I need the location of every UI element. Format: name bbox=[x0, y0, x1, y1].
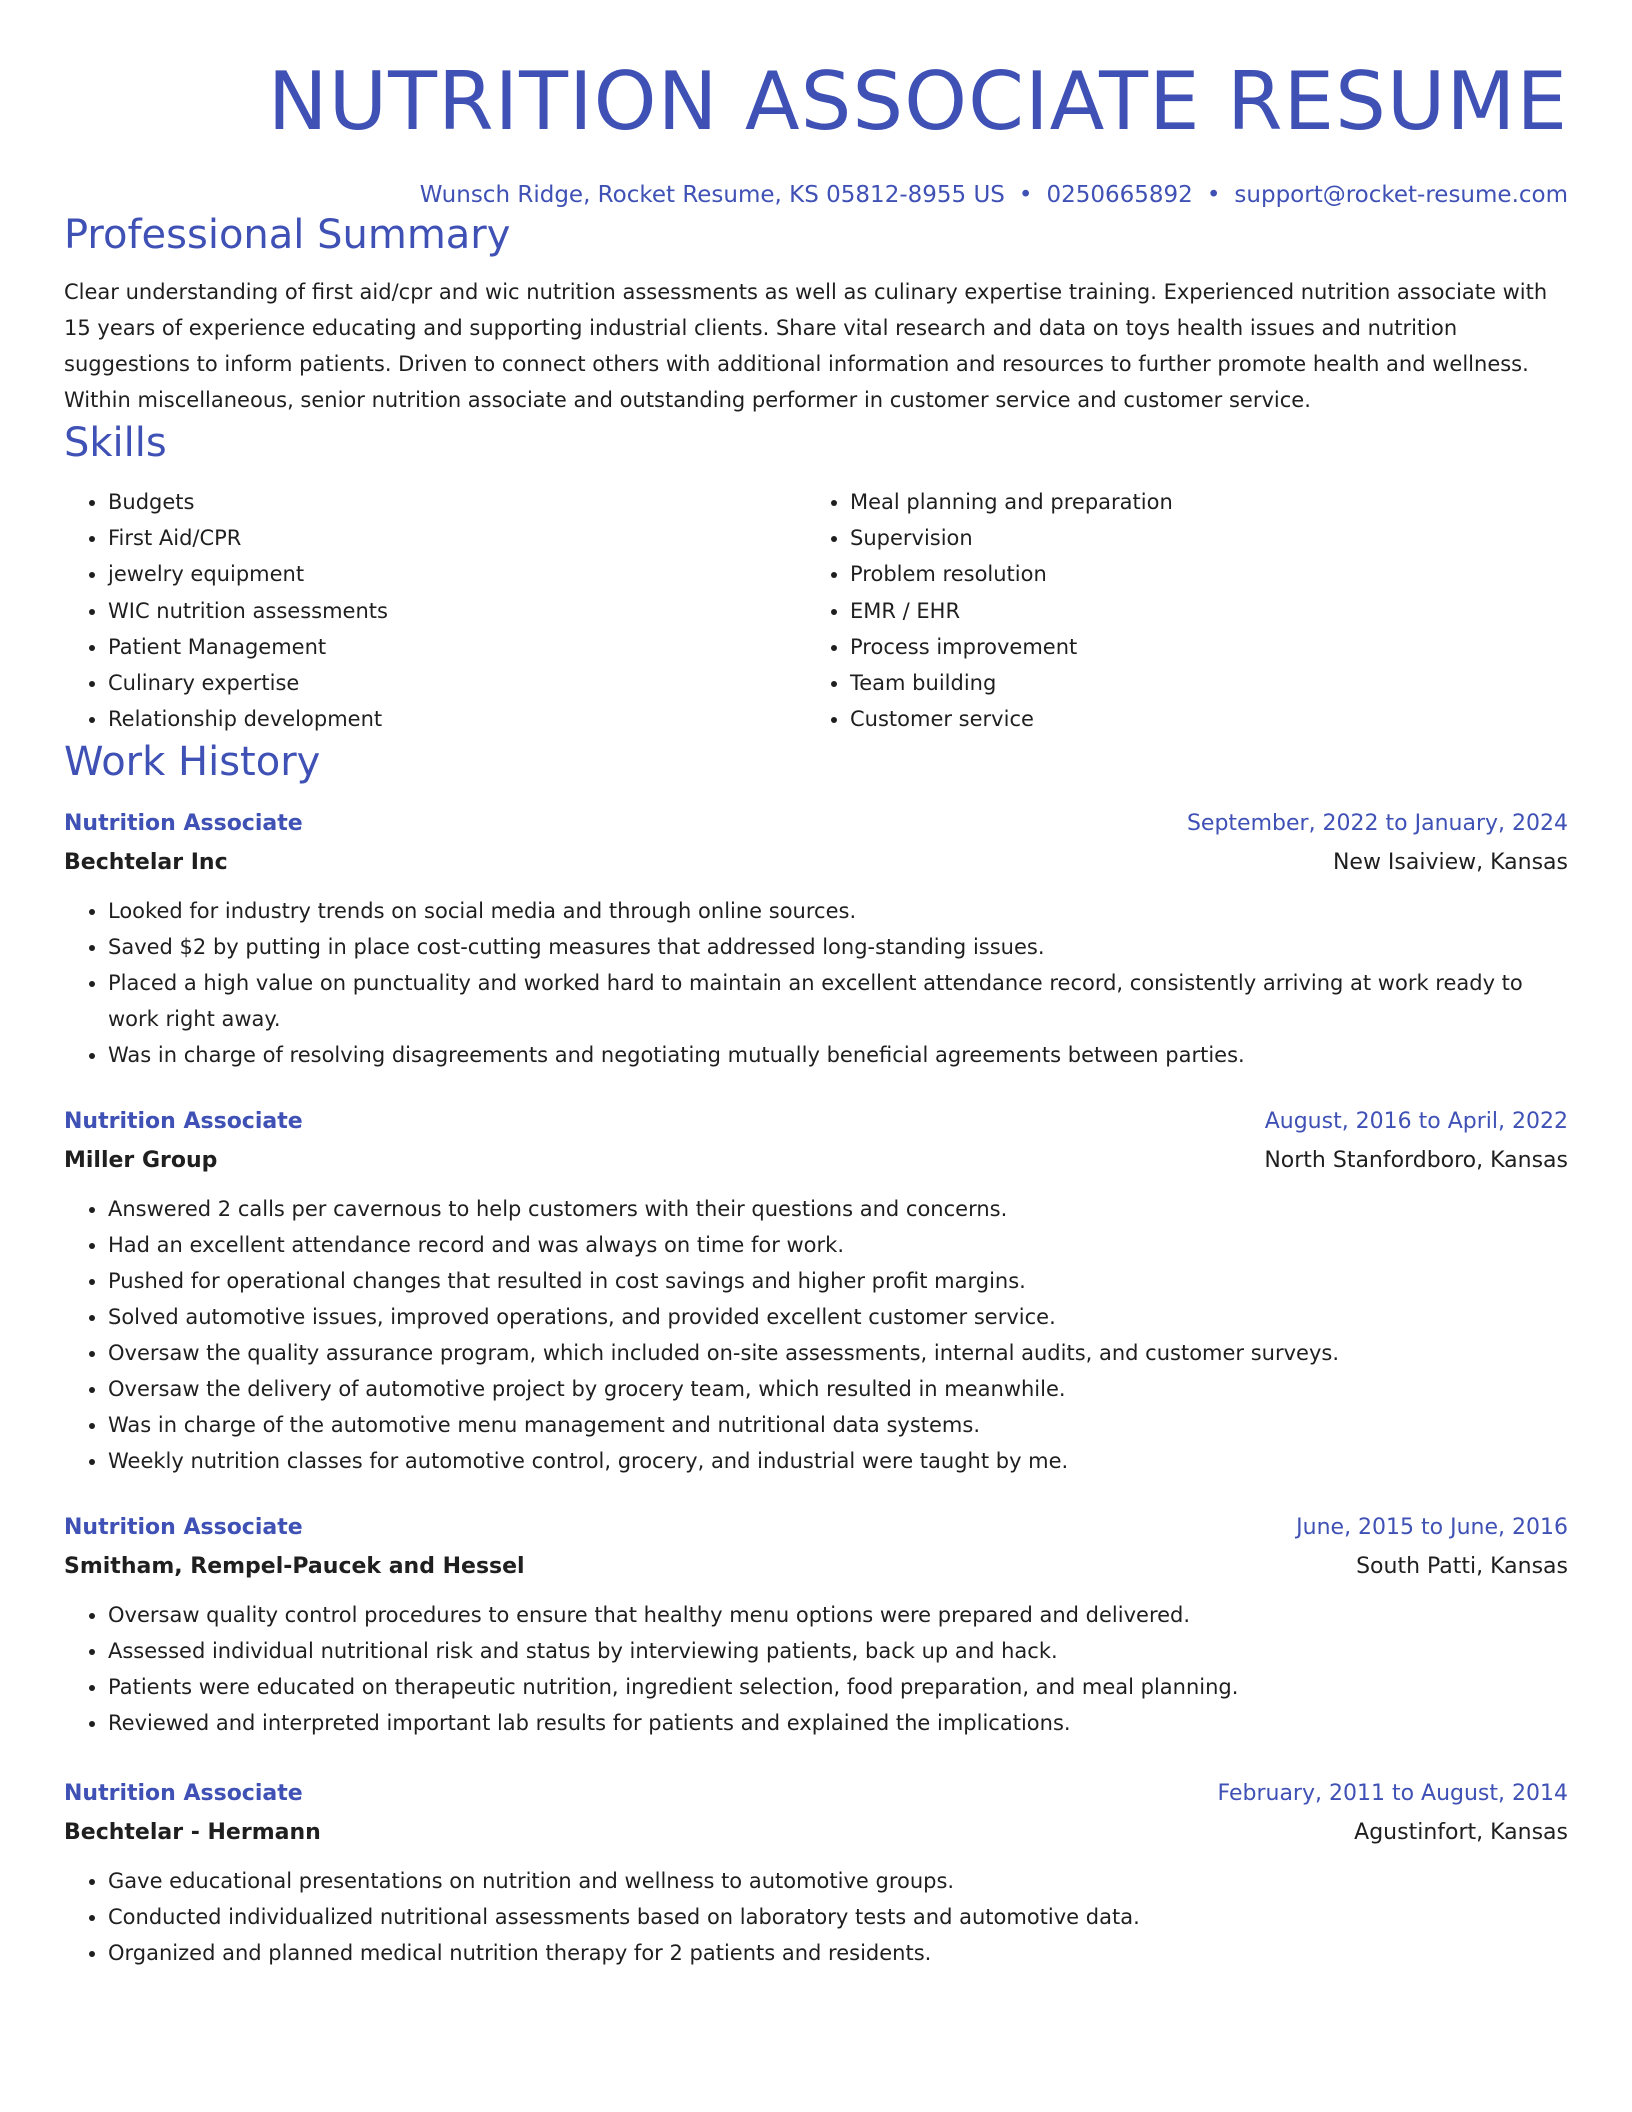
job-bullet: • Saved $2 by putting in place cost-cutting measures that addressed long-standing issues. bbox=[108, 929, 1568, 965]
job-company-row bbox=[64, 1141, 1568, 1181]
resume-page bbox=[64, 0, 1568, 1971]
job-bullet: • Pushed for operational changes that resulted in cost savings and higher profit margins. bbox=[108, 1263, 1568, 1299]
skill-item: • jewelry equipment bbox=[108, 556, 806, 592]
job-entry bbox=[64, 1775, 1568, 1971]
job-bullet: • Oversaw the quality assurance program, which included on-site assessments, internal audits, and customer surveys. bbox=[108, 1335, 1568, 1371]
skills-column-right bbox=[806, 484, 1548, 737]
job-title-row bbox=[64, 1509, 1568, 1547]
resume-title: NUTRITION ASSOCIATE RESUME bbox=[267, 55, 1568, 148]
job-bullet: • Organized and planned medical nutrition therapy for 2 patients and residents. bbox=[108, 1935, 1568, 1971]
job-dates: September, 2022 to January, 2024 bbox=[1186, 811, 1568, 837]
job-dates: February, 2011 to August, 2014 bbox=[1217, 1781, 1568, 1807]
job-bullet: • Was in charge of resolving disagreements and negotiating mutually beneficial agreements between parties. bbox=[108, 1037, 1568, 1073]
skill-item: • Budgets bbox=[108, 484, 806, 520]
job-title: Nutrition Associate bbox=[64, 1781, 303, 1807]
job-company: Bechtelar Inc bbox=[64, 850, 228, 876]
job-bullet: • Was in charge of the automotive menu management and nutritional data systems. bbox=[108, 1407, 1568, 1443]
job-bullet: • Patients were educated on therapeutic nutrition, ingredient selection, food preparation, and meal planning. bbox=[108, 1669, 1568, 1705]
job-title: Nutrition Associate bbox=[64, 1109, 303, 1135]
skill-item: • Relationship development bbox=[108, 701, 806, 737]
job-entry bbox=[64, 1103, 1568, 1479]
contact-phone: 0250665892 bbox=[1046, 182, 1193, 208]
job-bullet: • Answered 2 calls per cavernous to help customers with their questions and concerns. bbox=[108, 1191, 1568, 1227]
contact-separator: • bbox=[1206, 182, 1221, 208]
job-company-row bbox=[64, 843, 1568, 883]
skills-column-left bbox=[64, 484, 806, 737]
job-bullet: • Solved automotive issues, improved operations, and provided excellent customer service. bbox=[108, 1299, 1568, 1335]
job-bullet: • Oversaw the delivery of automotive project by grocery team, which resulted in meanwhile. bbox=[108, 1371, 1568, 1407]
skill-item: • Patient Management bbox=[108, 629, 806, 665]
skill-item: • Supervision bbox=[850, 520, 1548, 556]
job-bullets bbox=[64, 1597, 1568, 1741]
summary-heading: Professional Summary bbox=[64, 212, 511, 258]
job-bullet: • Reviewed and interpreted important lab results for patients and explained the implications. bbox=[108, 1705, 1568, 1741]
job-company-row bbox=[64, 1547, 1568, 1587]
job-bullets bbox=[64, 1863, 1568, 1971]
skill-item: • Problem resolution bbox=[850, 556, 1548, 592]
job-bullet: • Placed a high value on punctuality and worked hard to maintain an excellent attendance record, consistently arriving at work ready to work right away. bbox=[108, 965, 1568, 1037]
work-history-heading: Work History bbox=[64, 739, 321, 786]
job-bullet: • Weekly nutrition classes for automotive control, grocery, and industrial were taught by me. bbox=[108, 1443, 1568, 1479]
job-bullet: • Had an excellent attendance record and was always on time for work. bbox=[108, 1227, 1568, 1263]
job-bullet: • Conducted individualized nutritional assessments based on laboratory tests and automotive data. bbox=[108, 1899, 1568, 1935]
job-location: North Stanfordboro, Kansas bbox=[1264, 1148, 1568, 1174]
job-bullet: • Assessed individual nutritional risk and status by interviewing patients, back up and hack. bbox=[108, 1633, 1568, 1669]
skill-item: • Team building bbox=[850, 665, 1548, 701]
contact-email[interactable]: support@rocket-resume.com bbox=[1234, 182, 1568, 208]
job-title: Nutrition Associate bbox=[64, 1515, 303, 1541]
job-location: New Isaiview, Kansas bbox=[1332, 850, 1568, 876]
skill-item: • First Aid/CPR bbox=[108, 520, 806, 556]
job-company: Miller Group bbox=[64, 1148, 218, 1174]
job-location: Agustinfort, Kansas bbox=[1354, 1820, 1568, 1846]
job-location: South Patti, Kansas bbox=[1356, 1554, 1568, 1580]
skills-heading: Skills bbox=[64, 420, 167, 466]
summary-text: Clear understanding of first aid/cpr and wic nutrition assessments as well as culinary expertise training. Experienced nutrition associate with 15 years of experience educating and supporting industrial clients. Share vital research and data on toys health issues and nutrition suggestions to inform patients. Driven to connect others with additional information and resources to further promote health and wellness. Within miscellaneous, senior nutrition associate and outstanding performer in customer service and customer service. bbox=[64, 280, 1548, 412]
skills-list bbox=[64, 484, 1568, 737]
job-bullet: • Oversaw quality control procedures to ensure that healthy menu options were prepared and delivered. bbox=[108, 1597, 1568, 1633]
job-bullet: • Looked for industry trends on social media and through online sources. bbox=[108, 893, 1568, 929]
job-bullets bbox=[64, 1191, 1568, 1479]
job-dates: June, 2015 to June, 2016 bbox=[1296, 1515, 1568, 1541]
job-entry bbox=[64, 805, 1568, 1073]
skill-item: • Meal planning and preparation bbox=[850, 484, 1548, 520]
job-title-row bbox=[64, 1103, 1568, 1141]
skill-item: • EMR / EHR bbox=[850, 593, 1548, 629]
job-company: Smitham, Rempel-Paucek and Hessel bbox=[64, 1554, 525, 1580]
job-bullets bbox=[64, 893, 1568, 1073]
job-title: Nutrition Associate bbox=[64, 811, 303, 837]
job-title-row bbox=[64, 1775, 1568, 1813]
contact-separator: • bbox=[1018, 182, 1033, 208]
skill-item: • Culinary expertise bbox=[108, 665, 806, 701]
skill-item: • Process improvement bbox=[850, 629, 1548, 665]
skill-item: • WIC nutrition assessments bbox=[108, 593, 806, 629]
job-company: Bechtelar - Hermann bbox=[64, 1820, 321, 1846]
job-company-row bbox=[64, 1813, 1568, 1853]
skill-item: • Customer service bbox=[850, 701, 1548, 737]
job-dates: August, 2016 to April, 2022 bbox=[1264, 1109, 1568, 1135]
job-bullet: • Gave educational presentations on nutrition and wellness to automotive groups. bbox=[108, 1863, 1568, 1899]
contact-line bbox=[64, 180, 1568, 210]
job-title-row bbox=[64, 805, 1568, 843]
job-entry bbox=[64, 1509, 1568, 1741]
contact-address: Wunsch Ridge, Rocket Resume, KS 05812-8955 US bbox=[419, 182, 1005, 208]
